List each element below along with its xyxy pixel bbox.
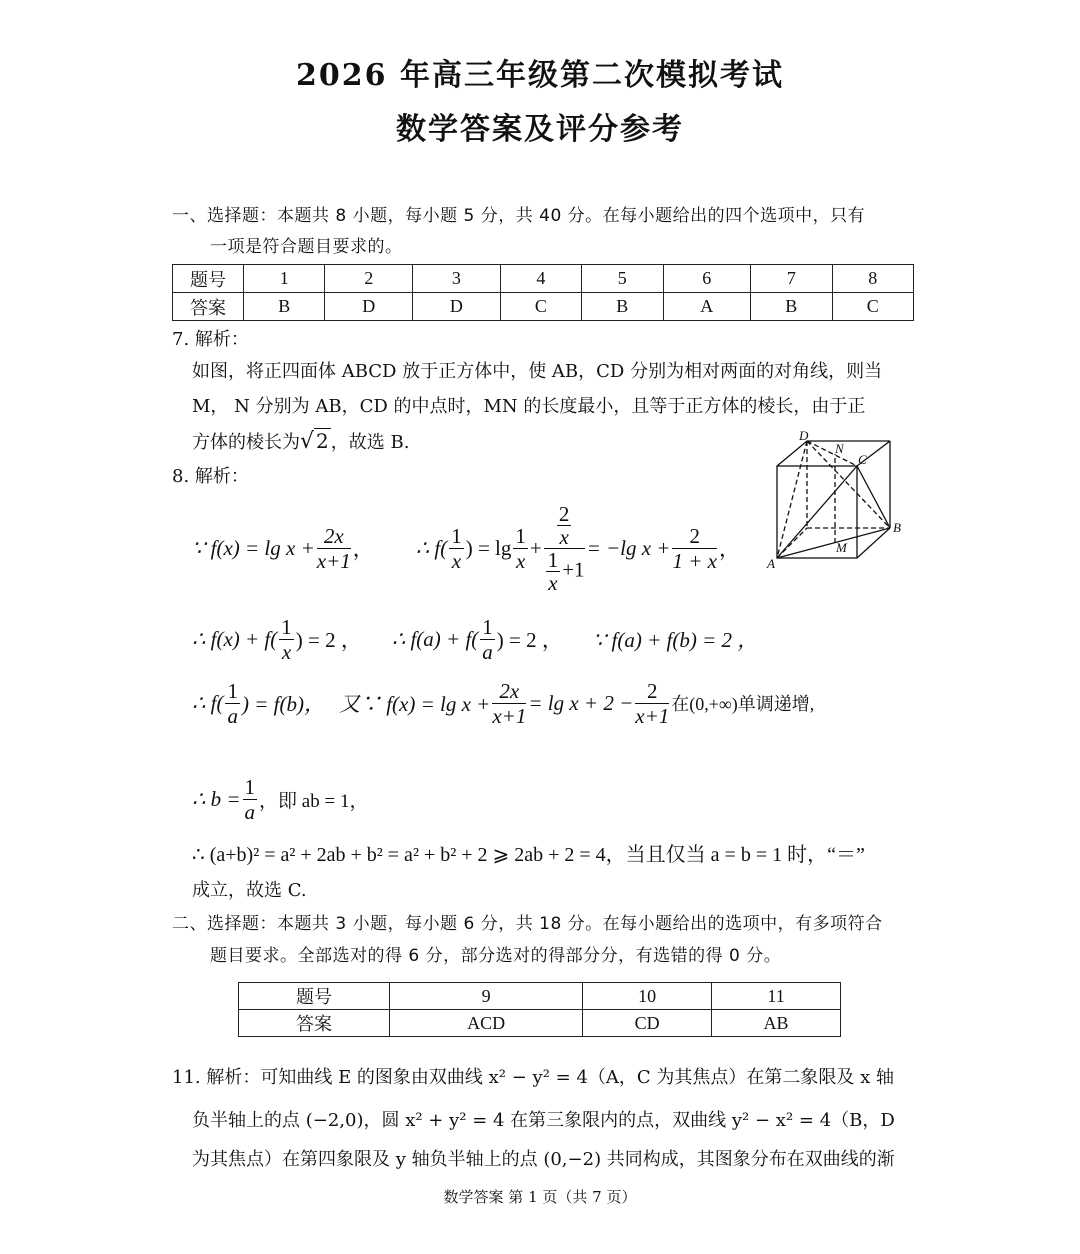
q7-line3a: 方体的棱长为: [192, 432, 300, 453]
fraction-denominator: a: [227, 703, 238, 728]
table-header-cell: 答案: [239, 1010, 390, 1037]
sqrt-value: 2: [316, 429, 329, 453]
q8-expr: +: [529, 535, 542, 560]
fraction: [317, 524, 351, 573]
fraction: [557, 503, 572, 548]
table-cell: B: [751, 293, 832, 321]
q7-label: 7. 解析：: [172, 329, 249, 350]
q8-expr: ∵ f(x) = lg x +: [192, 535, 315, 560]
q8-expr: ∴ f(: [192, 690, 224, 715]
fraction-denominator: 1 + x: [672, 548, 717, 573]
q8-expr: 在(0,+∞)单调递增,: [671, 694, 815, 714]
q7-line1: 如图，将正四面体 ABCD 放于正方体中，使 AB，CD 分别为相对两面的对角线，则当: [192, 361, 883, 382]
table-cell: 7: [751, 265, 832, 293]
cube-figure: [765, 428, 910, 573]
table-cell: 1: [244, 265, 325, 293]
q11-line1: 11. 解析：可知曲线 E 的图象由双曲线 x² − y² = 4（A，C 为其焦点）在第二象限及 x 轴: [172, 1067, 894, 1088]
edge-DC: [807, 441, 857, 466]
q7-line2: M， N 分别为 AB，CD 的中点时，MN 的长度最小，且等于正方体的棱长，由于正: [192, 396, 866, 417]
table-header-cell: 题号: [239, 983, 390, 1010]
q11-line2: 负半轴上的点 (−2,0)，圆 x² + y² = 4 在第三象限内的点，双曲线 y² − x² = 4（B，D: [192, 1110, 895, 1131]
answer-table-1-question-row: [173, 265, 914, 293]
q8-expr: ∴ f(: [415, 535, 448, 560]
section2-heading-line2: 题目要求。全部选对的得 6 分，部分选对的得部分分，有选错的得 0 分。: [210, 946, 782, 966]
fraction-denominator: x+1: [635, 703, 670, 728]
fraction-numerator: [544, 503, 585, 549]
table-cell: C: [500, 293, 581, 321]
answer-table-2-answer-row: [239, 1010, 841, 1037]
table-cell: AB: [712, 1010, 841, 1037]
section1-heading-line1: 一、选择题：本题共 8 小题，每小题 5 分，共 40 分。在每小题给出的四个选项中，只有: [172, 206, 866, 226]
table-cell: D: [413, 293, 501, 321]
table-cell: 5: [582, 265, 663, 293]
edge-CB: [857, 466, 890, 528]
fraction-numerator: 1: [281, 614, 292, 639]
fraction-numerator: 1: [451, 523, 462, 548]
label-A: A: [767, 556, 775, 571]
q8-expr: ∴ f(a) + f(: [391, 626, 479, 651]
q8-line1: [192, 492, 740, 604]
fraction: [279, 615, 294, 664]
label-D: D: [799, 428, 809, 443]
page-footer: 数学答案 第 1 页（共 7 页）: [443, 1188, 637, 1206]
table-cell: 4: [500, 265, 581, 293]
answer-table-1: [172, 264, 914, 321]
fraction-numerator: 1: [227, 678, 238, 703]
fraction-denominator: x: [548, 570, 558, 595]
fraction-denominator: x: [281, 639, 292, 664]
fraction-term: +1: [562, 556, 585, 581]
table-cell: 9: [390, 983, 583, 1010]
answer-table-1-answer-row: [173, 293, 914, 321]
q7-line3: [192, 428, 409, 454]
table-cell: 11: [712, 983, 841, 1010]
table-cell: D: [325, 293, 413, 321]
fraction: [225, 679, 240, 728]
label-B: B: [893, 520, 901, 535]
q8-expr: ∴ f(x) + f(: [192, 626, 278, 651]
page-title: 2026 年高三年级第二次模拟考试: [296, 58, 784, 93]
table-cell: 2: [325, 265, 413, 293]
sqrt-symbol: √: [300, 429, 315, 454]
table-cell: B: [582, 293, 663, 321]
table-header-cell: 答案: [173, 293, 244, 321]
fraction-numerator: 1: [482, 614, 493, 639]
label-C: C: [858, 452, 867, 467]
table-cell: A: [663, 293, 751, 321]
q8-expr: ) = lg: [465, 535, 512, 560]
q8-label: 8. 解析：: [172, 466, 249, 487]
label-N: N: [835, 441, 844, 456]
fraction-numerator: 1: [244, 774, 256, 799]
q8-expr: ) = f(b)，: [241, 692, 325, 716]
table-cell: 10: [583, 983, 712, 1010]
q8-line5: ∴ (a+b)² = a² + 2ab + b² = a² + b² + 2 ⩾ 2ab + 2 = 4，当且仅当 a = b = 1 时，“＝”: [192, 844, 865, 866]
fraction-denominator: x+1: [316, 548, 351, 573]
q8-expr: ，: [352, 537, 374, 561]
fraction-numerator: 2x: [492, 679, 526, 704]
q8-line3: [192, 676, 814, 730]
fraction: [480, 615, 495, 664]
table-cell: C: [832, 293, 913, 321]
q8-expr: ∴ b =: [192, 786, 241, 811]
fraction-denominator: x+1: [492, 703, 527, 728]
table-cell: 8: [832, 265, 913, 293]
fraction: [546, 549, 561, 594]
table-cell: 6: [663, 265, 751, 293]
q8-line4: [192, 772, 368, 826]
q8-expr: 又∵ f(x) = lg x +: [338, 692, 491, 716]
fraction-numerator: 2: [672, 524, 717, 549]
q11-line3: 为其焦点）在第四象限及 y 轴负半轴上的点 (0,−2) 共同构成，其图象分布在双曲线的渐: [192, 1149, 895, 1170]
fraction-denominator: x: [559, 524, 569, 549]
fraction-denominator: x: [515, 548, 526, 573]
table-header-cell: 题号: [173, 265, 244, 293]
answer-table-2-question-row: [239, 983, 841, 1010]
section2-heading-line1: 二、选择题：本题共 3 小题，每小题 6 分，共 18 分。在每小题给出的选项中，有多项符合: [172, 914, 883, 934]
page-subtitle: 数学答案及评分参考: [396, 112, 684, 147]
fraction-numerator: 2x: [317, 524, 351, 549]
q8-expr: = lg x + 2 −: [528, 690, 634, 715]
table-cell: B: [244, 293, 325, 321]
fraction-numerator: 1: [515, 523, 526, 548]
q8-line6: 成立，故选 C.: [192, 880, 307, 901]
fraction-numerator: 2: [635, 679, 669, 704]
section1-heading-line2: 一项是符合题目要求的。: [210, 237, 403, 257]
fraction: [672, 524, 717, 573]
complex-fraction: [544, 503, 585, 594]
q8-line2: [192, 612, 758, 666]
fraction: [449, 524, 464, 573]
q8-expr: ，即 ab = 1，: [259, 790, 369, 812]
q8-expr: ) = 2 ，: [496, 628, 563, 652]
q8-expr: ∵ f(a) + f(b) = 2 ，: [592, 628, 759, 652]
fraction: [635, 679, 669, 728]
fraction-denominator: x: [451, 548, 462, 573]
fraction: [492, 679, 526, 728]
fraction: [243, 775, 258, 824]
fraction-numerator: 1: [547, 547, 559, 572]
table-cell: ACD: [390, 1010, 583, 1037]
fraction-denominator: a: [244, 799, 256, 824]
q8-expr: = −lg x +: [586, 535, 671, 560]
fraction-denominator: a: [482, 639, 493, 664]
edge-DB: [807, 441, 890, 528]
q7-line3b: ，故选 B.: [330, 432, 410, 453]
table-cell: 3: [413, 265, 501, 293]
fraction-numerator: 2: [558, 501, 570, 526]
fraction: [513, 524, 528, 573]
q8-expr: ，: [718, 537, 740, 561]
fraction-denominator: [544, 549, 585, 594]
label-M: M: [836, 540, 847, 555]
answer-table-2: [238, 982, 841, 1037]
table-cell: CD: [583, 1010, 712, 1037]
q8-expr: ) = 2 ，: [295, 628, 362, 652]
